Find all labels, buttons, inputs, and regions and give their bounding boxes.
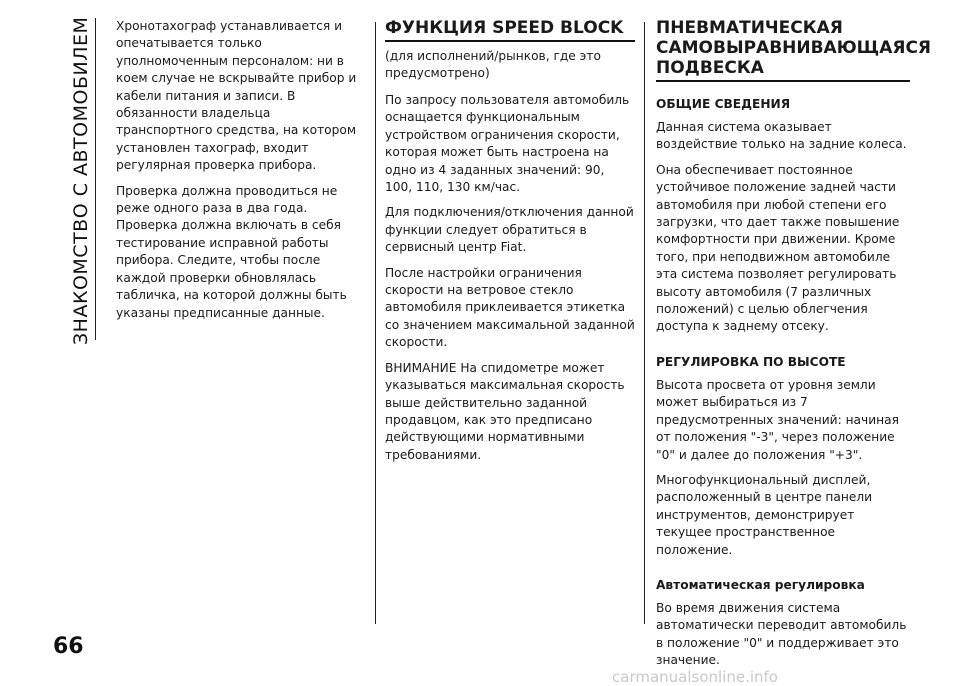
section-heading: ПНЕВМАТИЧЕСКАЯ САМОВЫРАВНИВАЮЩАЯСЯ ПОДВЕСКА [656, 18, 932, 78]
subheading: Автоматическая регулировка [656, 577, 865, 592]
subheading: ОБЩИЕ СВЕДЕНИЯ [656, 97, 791, 111]
warning-paragraph: ВНИМАНИЕ На спидометре может указываться максимальная скорость выше действительно заданной продавцом, как это предписано действующими нормативными требованиями. [385, 360, 625, 462]
subheading: РЕГУЛИРОВКА ПО ВЫСОТЕ [656, 354, 846, 369]
section-heading: ФУНКЦИЯ SPEED BLOCK [385, 18, 624, 38]
column-divider-1 [375, 22, 376, 624]
column-divider-2 [644, 22, 645, 624]
section-heading-block [656, 18, 932, 82]
paragraph: Проверка должна проводиться не реже одного раза в два года. Проверка должна включать в себя тестирование исправной работы прибора. Следите, чтобы после каждой проверки обновлялась табличка, на которой должны быть указаны предписанные данные. [116, 183, 347, 320]
paragraph: Данная система оказывает воздействие только на задние колеса. [656, 120, 907, 152]
page-number: 66 [53, 634, 84, 659]
paragraph: Высота просвета от уровня земли может выбираться из 7 предусмотренных значений: начиная от положения "-3", через положение "0" и далее до положения "+3". [656, 377, 899, 462]
paragraph: После настройки ограничения скорости на ветровое стекло автомобиля приклеивается этикетка со значением максимальной заданной скорости. [385, 265, 635, 350]
paragraph: По запросу пользователя автомобиль оснащается функциональным устройством ограничения скорости, которая может быть настроена на одно из 4 заданных значений: 90, 100, 110, 130 км/час. [385, 93, 630, 195]
paragraph: Многофункциональный дисплей, расположенный в центре панели инструментов, демонстрирует текущее пространственное положение. [656, 472, 873, 557]
paragraph: Она обеспечивает постоянное устойчивое положение задней части автомобиля при любой степени его загрузки, что дает также повышение комфортности при движении. Кроме того, при неподвижном автомобиле эта система позволяет регулировать высоту автомобиля (7 различных положений) с целью облегчения доступа к заднему отсеку. [656, 162, 900, 334]
chapter-title: ЗНАКОМСТВО С АВТОМОБИЛЕМ [70, 16, 92, 345]
paragraph: Во время движения система автоматически переводит автомобиль в положение "0" и поддерживает это значение. [656, 600, 907, 668]
chapter-divider [95, 18, 96, 340]
column-right [656, 18, 932, 678]
watermark: carmanualsonline.info [612, 668, 778, 686]
section-subtitle: (для исполнений/рынков, где это предусмотрено) [385, 49, 601, 80]
column-middle [385, 18, 635, 472]
paragraph: Хронотахограф устанавливается и опечатывается только уполномоченным персоналом: ни в коем случае не вскрывайте прибор и кабели питания и записи. В обязанности владельца транспортного средства, на котором установлен тахограф, входит регулярная проверка прибора. [116, 19, 357, 173]
section-heading-block [385, 18, 635, 42]
column-left [116, 18, 364, 330]
paragraph: Для подключения/отключения данной функции следует обратиться в сервисный центр Fiat. [385, 205, 634, 255]
